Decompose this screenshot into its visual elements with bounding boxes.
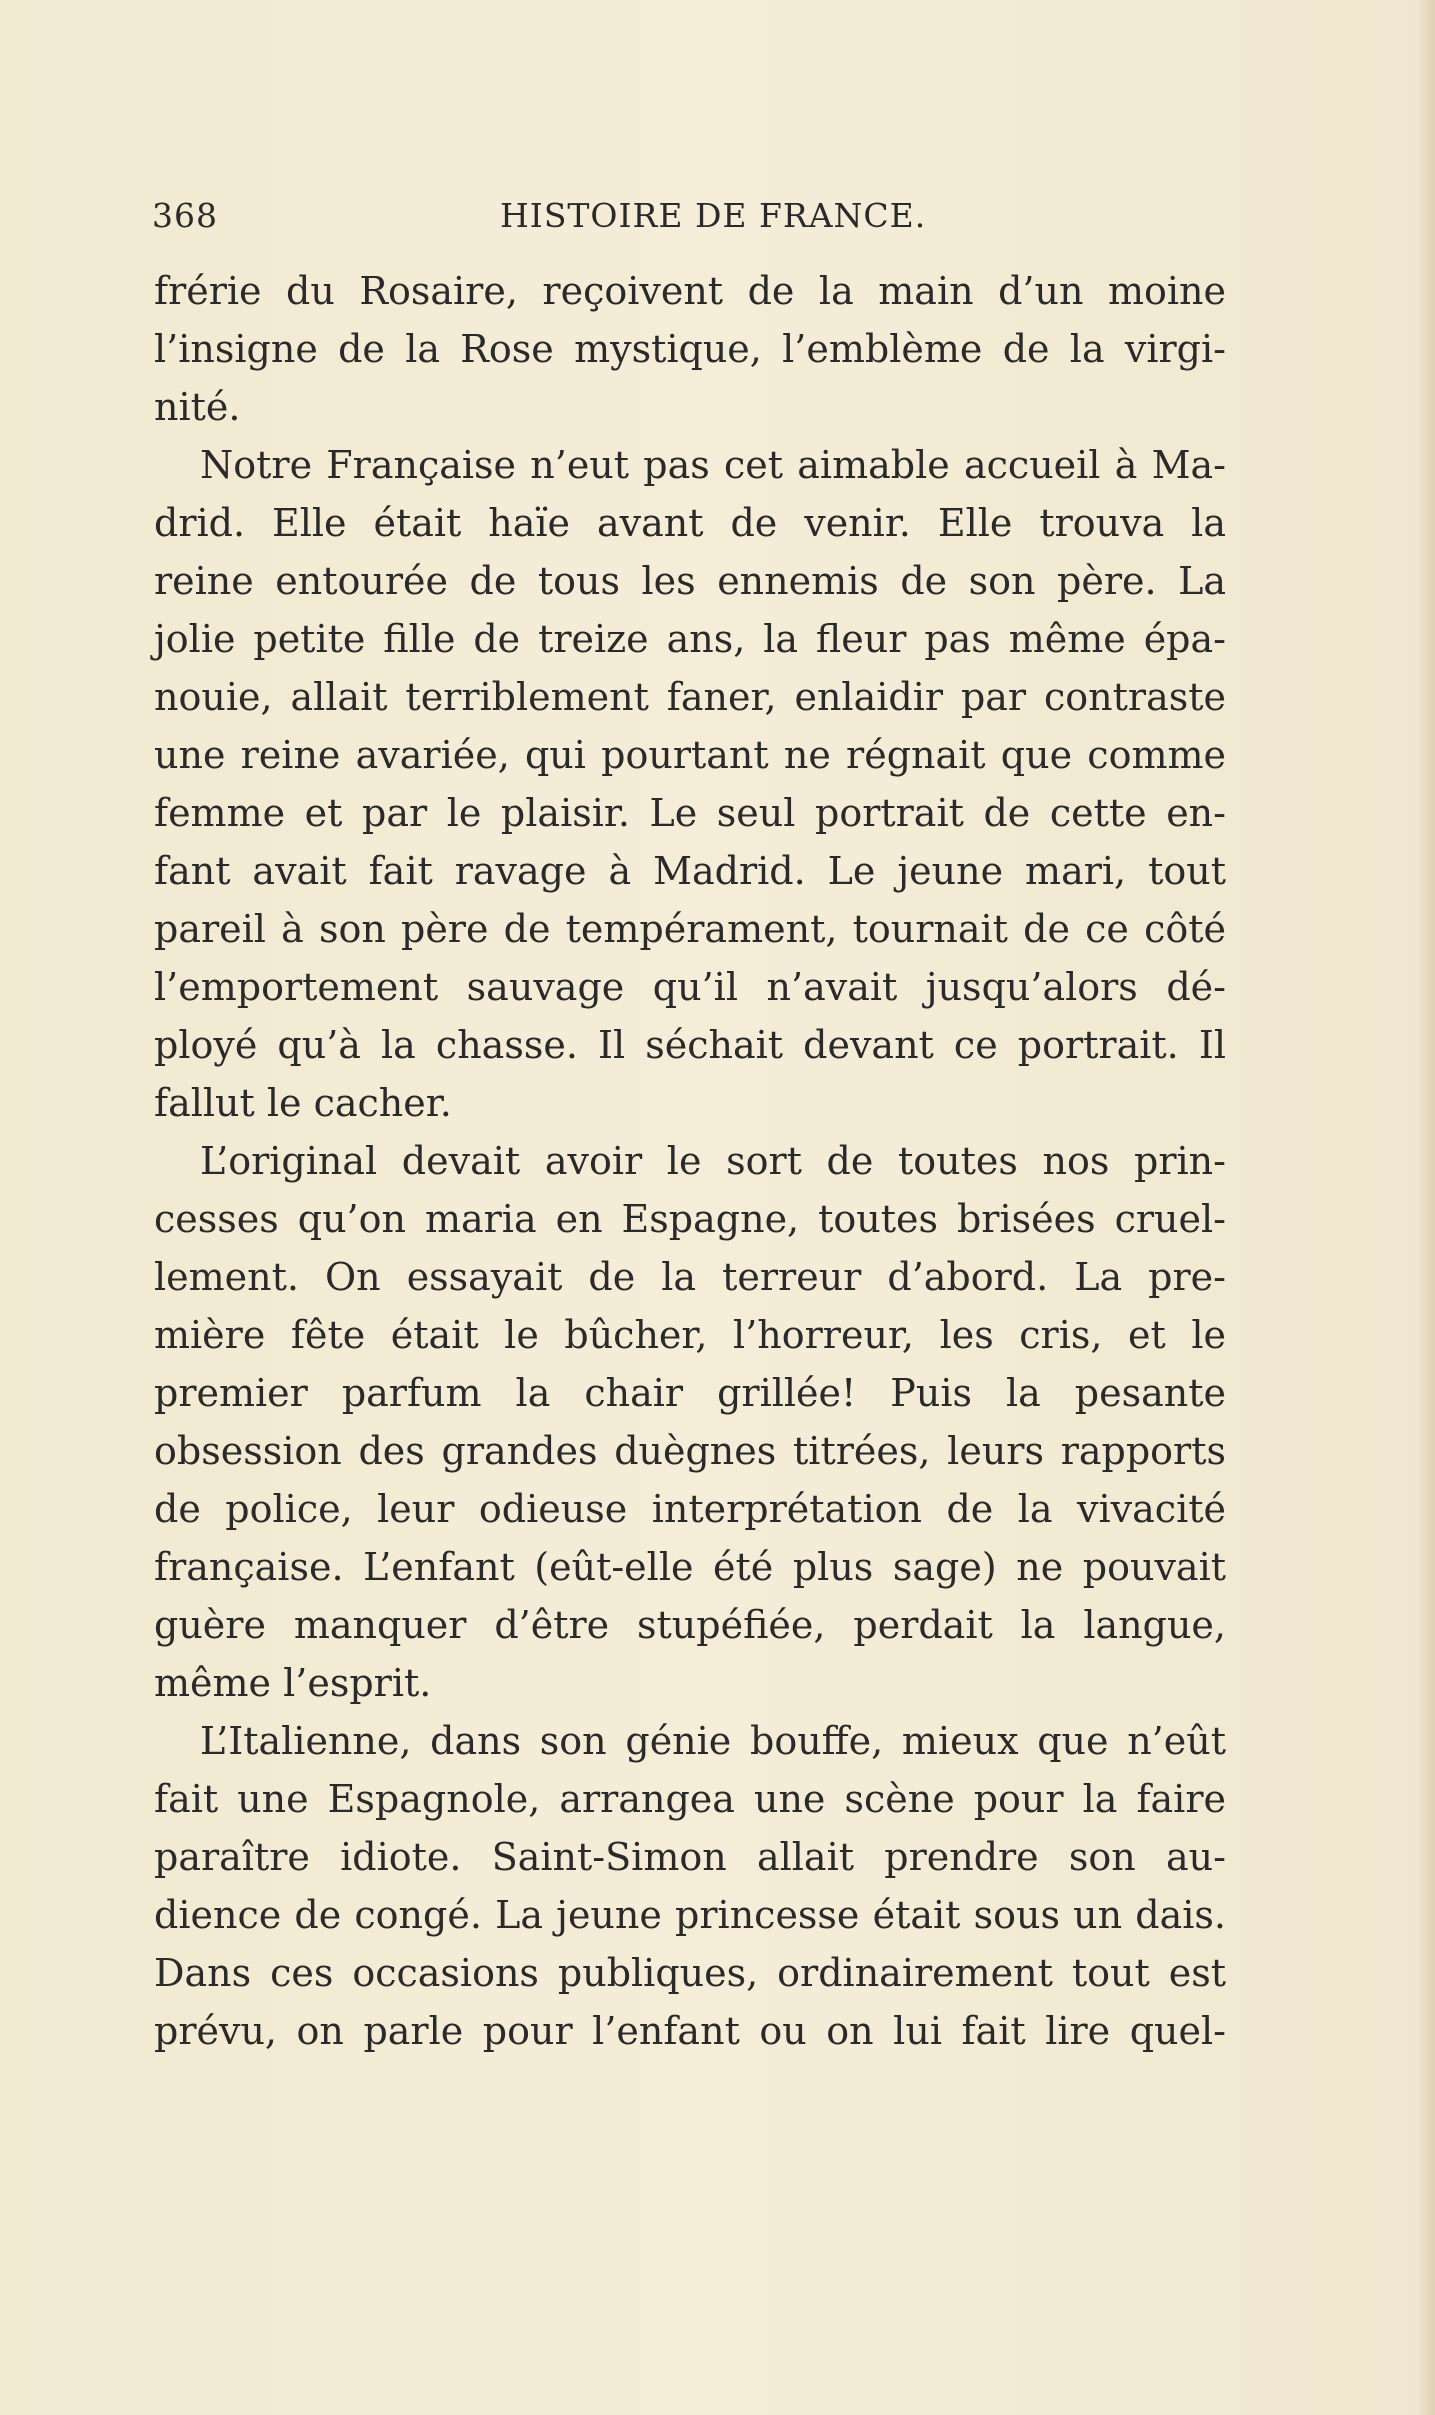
text-line: jolie petite fille de treize ans, la fleur pas même épa- (154, 617, 1226, 661)
text-line: lement. On essayait de la terreur d’abord. La pre- (154, 1255, 1226, 1299)
text-line: française. L’enfant (eût-elle été plus sage) ne pouvait (154, 1545, 1226, 1589)
text-line: drid. Elle était haïe avant de venir. Elle trouva la (154, 501, 1226, 545)
body-text (154, 262, 1226, 2060)
text-line: ployé qu’à la chasse. Il séchait devant ce portrait. Il (154, 1023, 1226, 1067)
page-number: 368 (152, 196, 218, 235)
text-line: paraître idiote. Saint-Simon allait prendre son au- (154, 1835, 1226, 1879)
text-line: cesses qu’on maria en Espagne, toutes brisées cruel- (154, 1197, 1226, 1241)
text-line: une reine avariée, qui pourtant ne régnait que comme (154, 733, 1226, 777)
text-line: L’original devait avoir le sort de toutes nos prin- (200, 1139, 1226, 1183)
text-line: prévu, on parle pour l’enfant ou on lui fait lire quel- (154, 2009, 1226, 2053)
text-line: nité. (154, 385, 241, 429)
text-line: fant avait fait ravage à Madrid. Le jeune mari, tout (154, 849, 1226, 893)
text-line: premier parfum la chair grillée! Puis la pesante (154, 1371, 1226, 1415)
text-line: dience de congé. La jeune princesse était sous un dais. (154, 1893, 1226, 1937)
text-line: fallut le cacher. (154, 1081, 452, 1125)
text-line: même l’esprit. (154, 1661, 432, 1705)
page-edge-shadow (1417, 0, 1435, 2415)
running-title: HISTOIRE DE FRANCE. (500, 196, 927, 235)
text-line: fait une Espagnole, arrangea une scène pour la faire (154, 1777, 1226, 1821)
text-line: l’insigne de la Rose mystique, l’emblème de la virgi- (154, 327, 1226, 371)
text-line: L’Italienne, dans son génie bouffe, mieux que n’eût (200, 1719, 1226, 1763)
text-line: Notre Française n’eut pas cet aimable accueil à Ma- (200, 443, 1226, 487)
text-line: de police, leur odieuse interprétation de la vivacité (154, 1487, 1226, 1531)
text-line: mière fête était le bûcher, l’horreur, les cris, et le (154, 1313, 1226, 1357)
text-line: obsession des grandes duègnes titrées, leurs rapports (154, 1429, 1226, 1473)
text-line: femme et par le plaisir. Le seul portrait de cette en- (154, 791, 1226, 835)
text-line: guère manquer d’être stupéfiée, perdait la langue, (154, 1603, 1226, 1647)
text-line: l’emportement sauvage qu’il n’avait jusqu’alors dé- (154, 965, 1226, 1009)
text-line: reine entourée de tous les ennemis de son père. La (154, 559, 1226, 603)
page-header (152, 196, 1234, 242)
text-line: nouie, allait terriblement faner, enlaidir par contraste (154, 675, 1226, 719)
text-line: frérie du Rosaire, reçoivent de la main d’un moine (154, 269, 1226, 313)
text-line: pareil à son père de tempérament, tournait de ce côté (154, 907, 1226, 951)
text-line: Dans ces occasions publiques, ordinairement tout est (154, 1951, 1226, 1995)
